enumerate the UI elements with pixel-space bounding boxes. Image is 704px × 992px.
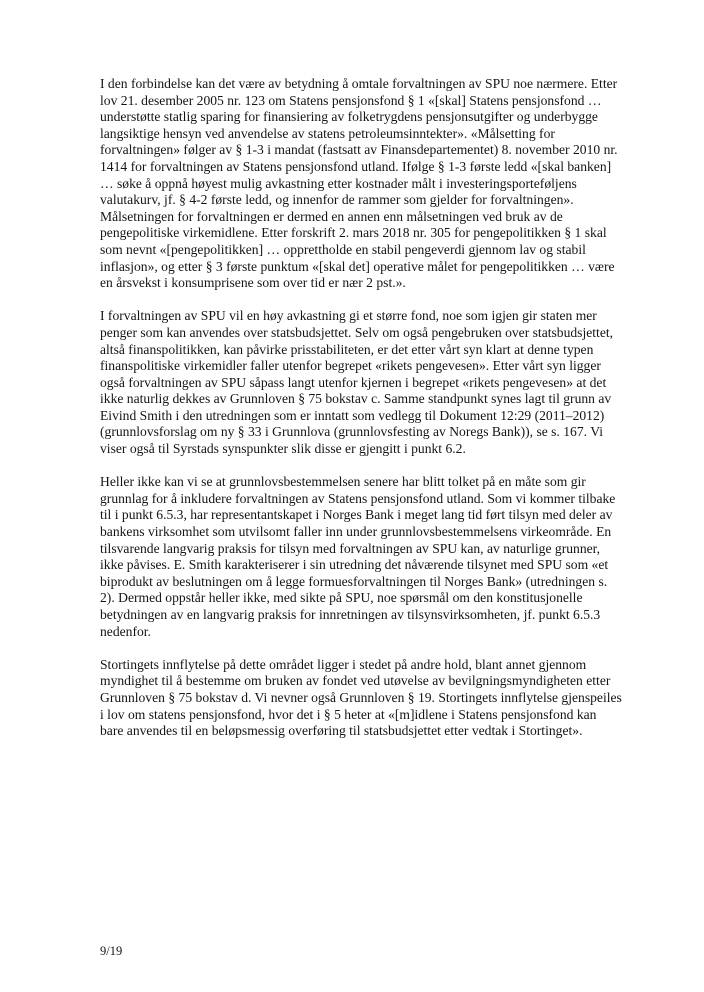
paragraph: Stortingets innflytelse på dette området ligger i stedet på andre hold, blant annet gjennom myndighet til å bestemme om bruken av fondet ved utøvelse av bevilgningsmyndigheten etter Grunnloven § 75 bokstav d. Vi nevner også Grunnloven § 19. Stortingets innflytelse gjenspeiles i lov om statens pensjonsfond, hvor det i § 5 heter at «[m]idlene i Statens pensjonsfond kan bare anvendes til en beløpsmessig overføring til statsbudsjettet etter vedtak i Stortinget». — [100, 656, 622, 739]
paragraph: Heller ikke kan vi se at grunnlovsbestemmelsen senere har blitt tolket på en måte som gir grunnlag for å inkludere forvaltningen av Statens pensjonsfond utland. Som vi kommer tilbake til i punkt 6.5.3, har representantskapet i Norges Bank i meget lang tid ført tilsyn med deler av bankens virksomhet som utvilsomt faller inn under grunnlovsbestemmelsens virkeområde. En tilsvarende langvarig praksis for tilsyn med forvaltningen av SPU kan, av naturlige grunner, ikke påvises. E. Smith karakteriserer i sin utredning det nåværende tilsynet med SPU som «et biprodukt av beslutningen om å legge formuesforvaltningen til Norges Bank» (utredningen s. 2). Dermed oppstår heller ikke, med sikte på SPU, noe spørsmål om den konstitusjonelle betydningen av en langvarig praksis for innretningen av tilsynsvirksomheten, jf. punkt 6.5.3 nedenfor. — [100, 474, 616, 639]
paragraph: I forvaltningen av SPU vil en høy avkastning gi et større fond, noe som igjen gir staten mer penger som kan anvendes over statsbudsjettet. Selv om også pengebruken over statsbudsjettet, altså finanspolitikken, kan påvirke prisstabiliteten, er det etter vårt syn klart at denne typen finanspolitiske virkemidler faller utenfor begrepet «rikets pengevesen». Etter vårt syn ligger også forvaltningen av SPU såpass langt utenfor kjernen i begrepet «rikets pengevesen» at det ikke naturlig dekkes av Grunnloven § 75 bokstav c. Samme standpunkt synes lagt til grunn av Eivind Smith i den utredningen som er inntatt som vedlegg til Dokument 12:29 (2011–2012) (grunnlovsforslag om ny § 33 i Grunnlova (grunnlovsfesting av Noregs Bank)), se s. 167. Vi viser også til Syrstads synspunkter slik disse er gjengitt i punkt 6.2. — [100, 308, 614, 457]
page-number: 9/19 — [100, 944, 123, 958]
document-body — [100, 76, 622, 756]
paragraph: I den forbindelse kan det være av betydning å omtale forvaltningen av SPU noe nærmere. Etter lov 21. desember 2005 nr. 123 om Statens pensjonsfond § 1 «[skal] Statens pensjonsfond … understøtte statlig sparing for finansiering av folketrygdens pensjonsutgifter og underbygge langsiktige hensyn ved anvendelse av statens petroleumsinntekter». «Målsetting for forvaltningen» følger av § 1-3 i mandat (fastsatt av Finansdepartementet) 8. november 2010 nr. 1414 for forvaltningen av Statens pensjonsfond utland. Ifølge § 1-3 første ledd «[skal banken] … søke å oppnå høyest mulig avkastning etter kostnader målt i investeringsporteføljens valutakurv, jf. § 4-2 første ledd, og innenfor de rammer som gjelder for forvaltningen». Målsetningen for forvaltningen er dermed en annen enn målsetningen ved bruk av de pengepolitiske virkemidlene. Etter forskrift 2. mars 2018 nr. 305 for pengepolitikken § 1 skal som nevnt «[pengepolitikken] … opprettholde en stabil pengeverdi gjennom lav og stabil inflasjon», og etter § 3 første punktum «[skal det] operative målet for pengepolitikken … være en årsvekst i konsumprisene som over tid er nær 2 pst.». — [100, 76, 618, 291]
